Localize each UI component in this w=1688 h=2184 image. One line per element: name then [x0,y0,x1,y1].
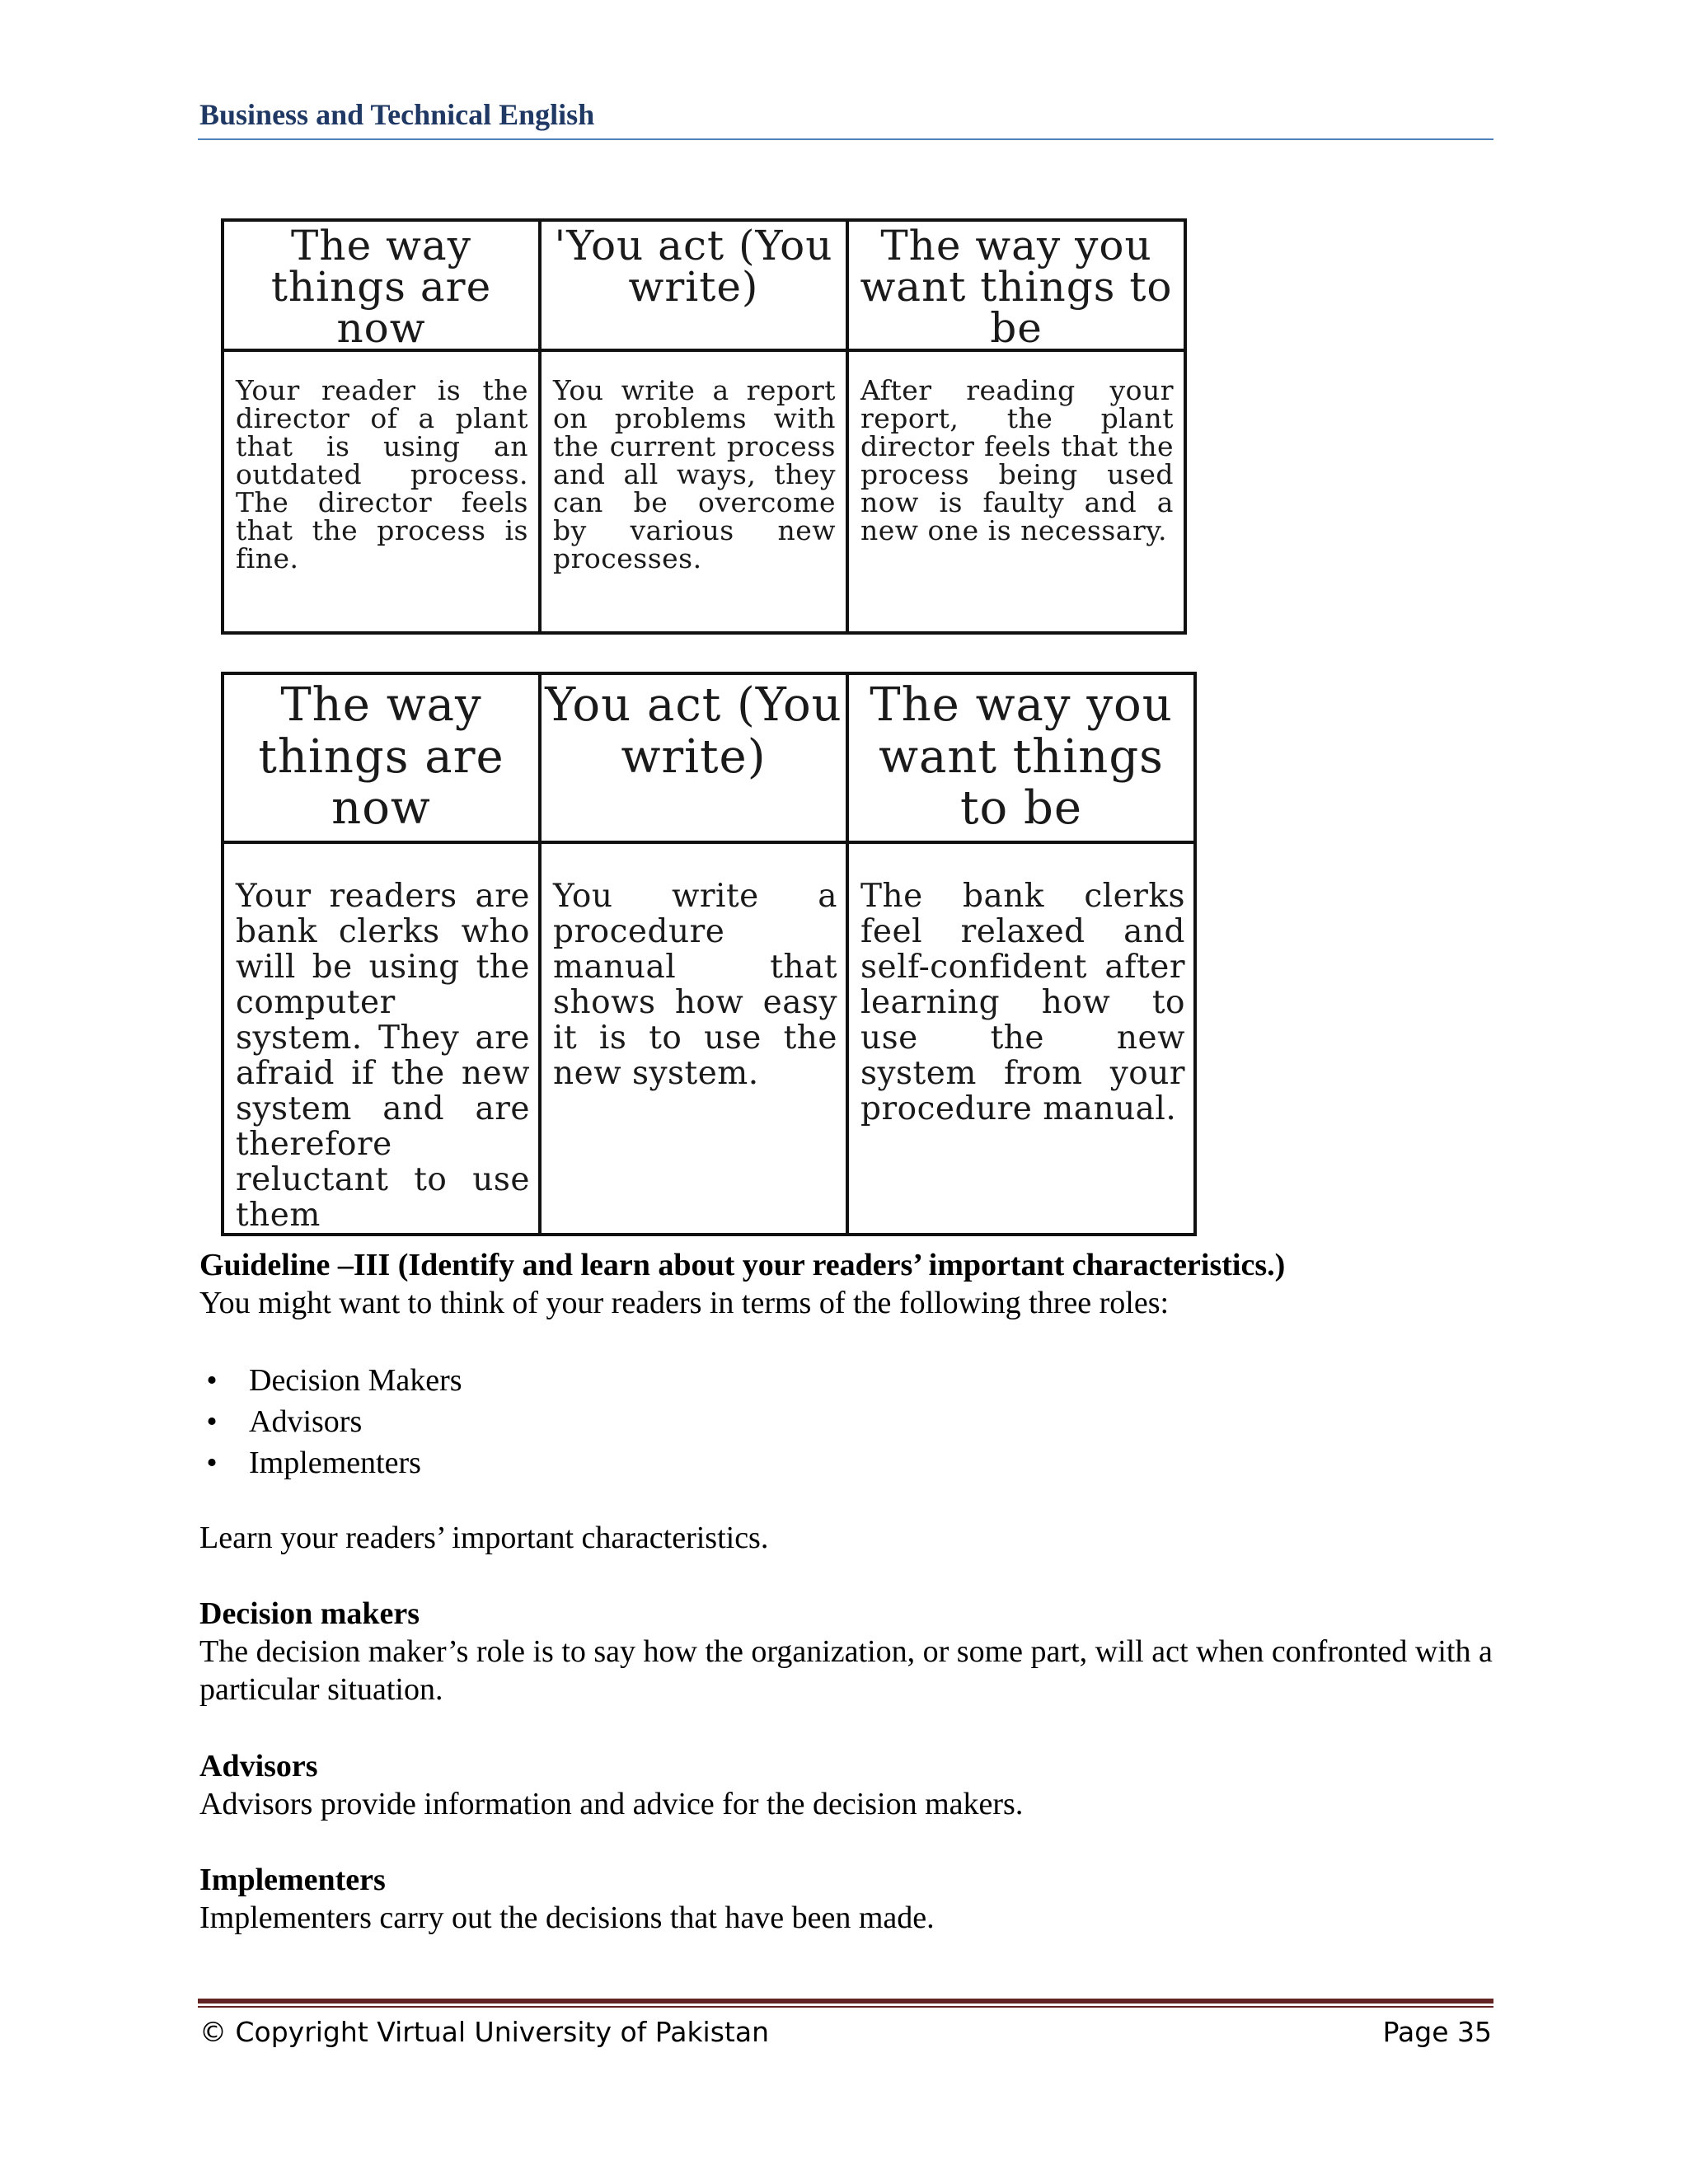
bullet-icon: • [206,1404,218,1439]
list-item-label: Implementers [249,1446,421,1480]
bullet-icon: • [206,1363,218,1398]
list-item-label: Decision Makers [249,1363,462,1398]
advisors-heading: Advisors [199,1749,318,1783]
reader-scenario-table-2 [221,672,1197,1236]
learn-characteristics-text: Learn your readers’ important characteristics. [199,1521,769,1555]
column-header-want: The way you want things to be [847,673,1195,842]
footer-copyright: © Copyright Virtual University of Pakistan [199,2016,769,2048]
column-header-act: 'You act (You write) [540,220,847,350]
implementers-text: Implementers carry out the decisions that have been made. [199,1900,935,1935]
table-cell-now: Your readers are bank clerks who will be using the computer system. They are afraid if the new system and are therefore reluctant to use them [223,842,540,1235]
table-cell-act: You write a report on problems with the current process and all ways, they can be overcome by various new processes. [540,350,847,633]
footer-divider-thin [198,2006,1493,2008]
footer-divider [198,1999,1493,2004]
column-header-now: The way things are now [223,220,540,350]
running-header-title: Business and Technical English [199,98,595,131]
reader-scenario-table-1 [221,218,1187,635]
bullet-icon: • [206,1446,218,1480]
column-header-now: The way things are now [223,673,540,842]
list-item [199,1442,462,1483]
advisors-text: Advisors provide information and advice for the decision makers. [199,1787,1024,1821]
decision-makers-heading: Decision makers [199,1596,420,1631]
list-item [199,1401,462,1442]
table-header-row [223,220,1185,350]
table-cell-want: After reading your report, the plant director feels that the process being used now is faulty and a new one is necessary. [847,350,1185,633]
reader-roles-list [199,1360,462,1483]
table-cell-act: You write a procedure manual that shows how easy it is to use the new system. [540,842,847,1235]
implementers-heading: Implementers [199,1863,386,1897]
header-divider [198,138,1493,140]
list-item [199,1360,462,1401]
table-cell-now: Your reader is the director of a plant that is using an outdated process. The director feels that the process is fine. [223,350,540,633]
table-cell-want: The bank clerks feel relaxed and self-confident after learning how to use the new system from your procedure manual. [847,842,1195,1235]
list-item-label: Advisors [249,1404,363,1439]
decision-makers-text: The decision maker’s role is to say how the organization, or some part, will act when confronted with a particular situation. [199,1634,1493,1707]
table-row [223,842,1195,1235]
guideline-heading: Guideline –III (Identify and learn about your readers’ important characteristics.) [199,1248,1286,1282]
table-header-row [223,673,1195,842]
table-row [223,350,1185,633]
column-header-act: You act (You write) [540,673,847,842]
guideline-intro: You might want to think of your readers in terms of the following three roles: [199,1286,1170,1320]
column-header-want: The way you want things to be [847,220,1185,350]
page-number: Page 35 [1382,2016,1492,2048]
